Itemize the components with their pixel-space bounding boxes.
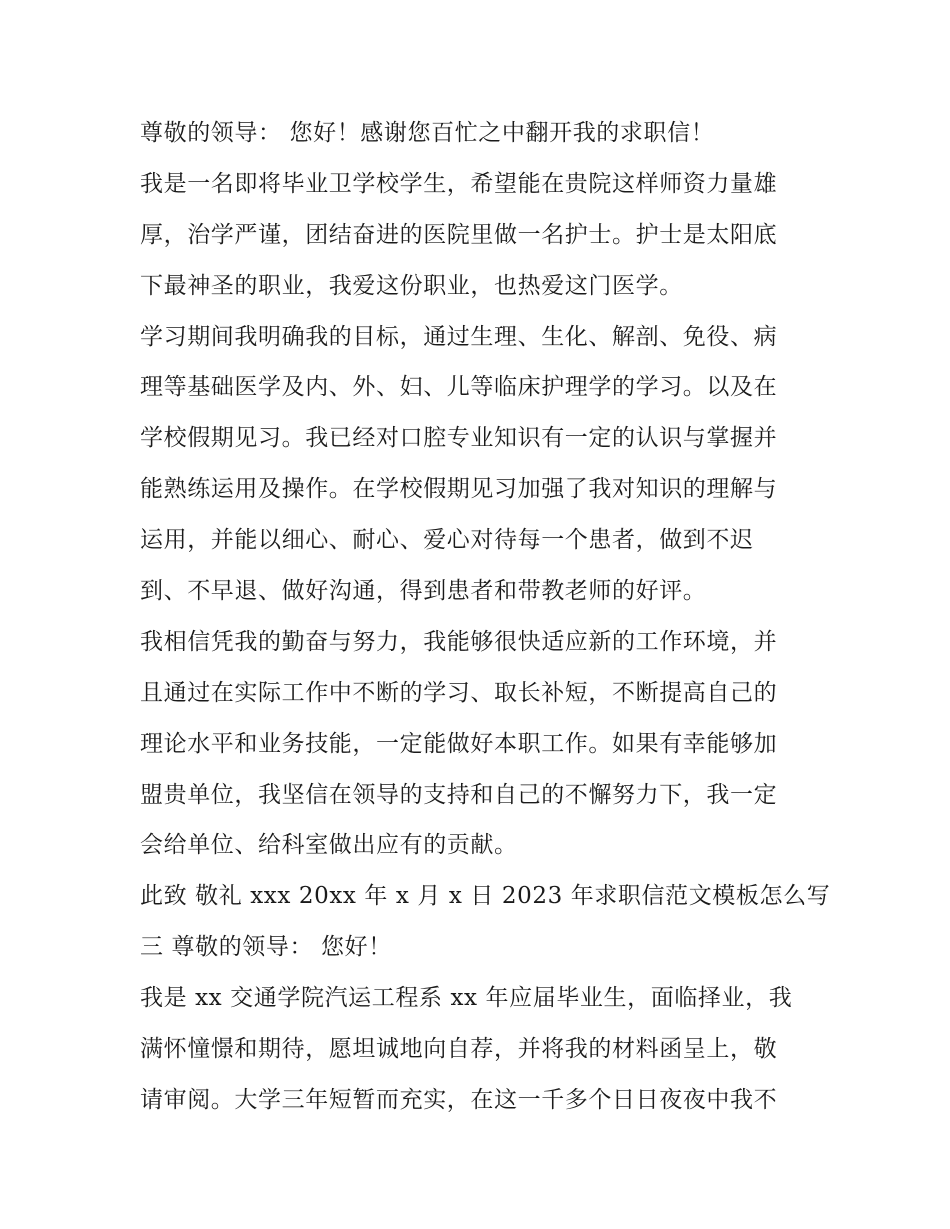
- text-line: 下最神圣的职业，我爱这份职业，也热爱这门医学。: [140, 272, 683, 299]
- text-line: 尊敬的领导： 您好！感谢您百忙之中翻开我的求职信！: [140, 120, 715, 146]
- text-line: 我是 xx 交通学院汽运工程系 xx 年应届毕业生，面临择业，我: [140, 985, 793, 1012]
- text-line: 我相信凭我的勤奋与努力，我能够很快适应新的工作环境，并: [140, 628, 778, 655]
- text-line: 理论水平和业务技能，一定能做好本职工作。如果有幸能够加: [140, 730, 778, 757]
- text-line: 请审阅。大学三年短暂而充实，在这一千多个日日夜夜中我不: [140, 1086, 778, 1113]
- text-line: 厚，治学严谨，团结奋进的医院里做一名护士。护士是太阳底: [140, 221, 778, 248]
- text-line: 理等基础医学及内、外、妇、儿等临床护理学的学习。以及在: [140, 374, 778, 401]
- text-line: 到、不早退、做好沟通，得到患者和带教老师的好评。: [140, 578, 707, 605]
- text-line: 且通过在实际工作中不断的学习、取长补短，不断提高自己的: [140, 679, 778, 706]
- text-line: 学校假期见习。我已经对口腔专业知识有一定的认识与掌握并: [140, 425, 778, 452]
- letter-body: [140, 108, 830, 1126]
- text-line: 三 尊敬的领导： 您好！: [140, 934, 392, 961]
- text-line: 盟贵单位，我坚信在领导的支持和自己的不懈努力下，我一定: [140, 781, 778, 808]
- text-line: 会给单位、给科室做出应有的贡献。: [140, 832, 518, 859]
- text-line: 满怀憧憬和期待，愿坦诚地向自荐，并将我的材料函呈上，敬: [140, 1036, 778, 1063]
- text-line: 此致 敬礼 xxx 20xx 年 x 月 x 日 2023 年求职信范文模板怎么写: [140, 883, 831, 910]
- text-line: 学习期间我明确我的目标，通过生理、生化、解剖、免役、病: [140, 323, 778, 350]
- text-line: 我是一名即将毕业卫学校学生，希望能在贵院这样师资力量雄: [140, 170, 778, 197]
- text-line: 运用，并能以细心、耐心、爱心对待每一个患者，做到不迟: [140, 527, 754, 554]
- text-line: 能熟练运用及操作。在学校假期见习加强了我对知识的理解与: [140, 476, 778, 503]
